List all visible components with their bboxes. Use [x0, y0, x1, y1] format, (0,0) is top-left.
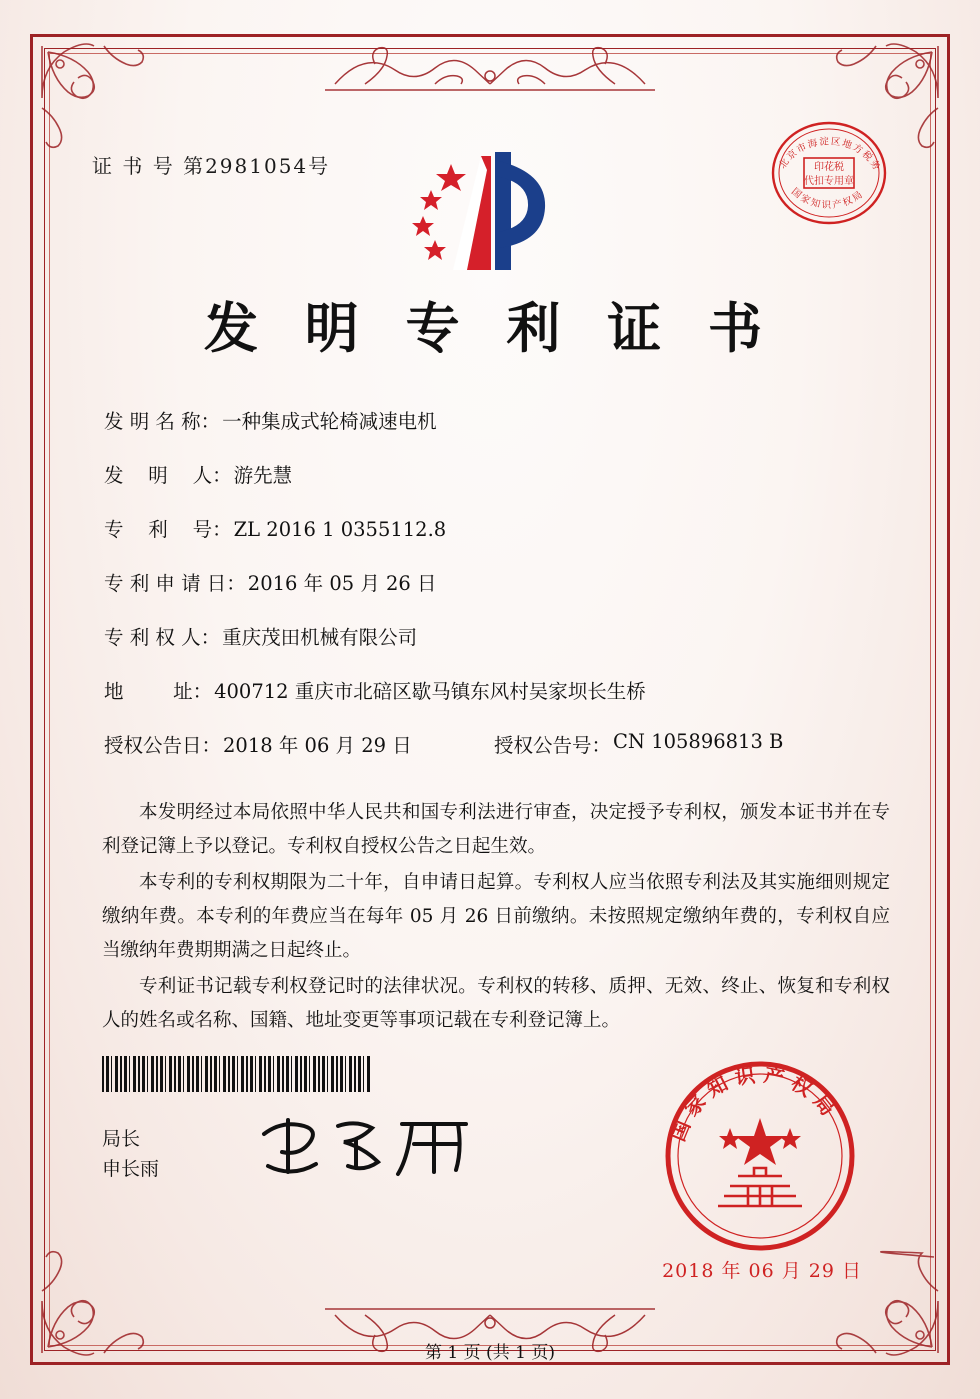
director-block [102, 1124, 159, 1184]
field-address [104, 676, 898, 704]
field-patentee [104, 622, 898, 650]
grant-number-value: CN 105896813 B [613, 730, 784, 753]
svg-text:印花税: 印花税 [814, 162, 844, 173]
field-value: ZL 2016 1 0355112.8 [233, 518, 447, 541]
grant-number-label: 授权公告号： [494, 734, 612, 757]
field-invention-name [104, 406, 898, 434]
field-label: 地 址： [104, 680, 213, 703]
legal-paragraph: 专利证书记载专利权登记时的法律状况。专利权的转移、质押、无效、终止、恢复和专利权人的姓名或名称、国籍、地址变更等事项记载在专利登记簿上。 [102, 976, 890, 1031]
field-grant-row [104, 730, 898, 758]
field-label: 发 明 名 称： [104, 410, 221, 433]
director-name: 申长雨 [102, 1158, 160, 1180]
grant-number-group [494, 730, 783, 758]
svg-text:国家知识产权局: 国家知识产权局 [789, 186, 867, 212]
field-label: 专 利 号： [104, 518, 232, 541]
legal-text [102, 796, 890, 1040]
legal-paragraph: 本发明经过本局依照中华人民共和国专利法进行审查，决定授予专利权，颁发本证书并在专利登记簿上予以登记。专利权自授权公告之日起生效。 [102, 802, 890, 857]
barcode [102, 1056, 372, 1092]
certificate-number: 证 书 号 第2981054号 [92, 154, 331, 178]
field-label: 发 明 人： [104, 464, 232, 487]
handwritten-signature-icon [252, 1106, 482, 1186]
top-ornament-icon [325, 40, 655, 96]
field-value: 400712 重庆市北碚区歇马镇东风村吴家坝长生桥 [214, 680, 646, 703]
grant-date-label: 授权公告日： [104, 734, 222, 757]
cnipa-logo-icon [395, 146, 585, 276]
grant-date-value: 2018 年 06 月 29 日 [223, 734, 412, 757]
field-inventor [104, 460, 898, 488]
tax-stamp-icon [764, 108, 894, 238]
field-patent-number [104, 514, 898, 542]
field-value: 重庆茂田机械有限公司 [222, 626, 418, 649]
svg-text:代扣专用章: 代扣专用章 [804, 176, 854, 187]
svg-text:北京市海淀区地方税务局: 北京市海淀区地方税务 [777, 136, 883, 174]
legal-paragraph: 本专利的专利权期限为二十年，自申请日起算。专利权人应当依照专利法及其实施细则规定缴纳年费。本专利的年费应当在每年 05 月 26 日前缴纳。未按照规定缴纳年费的，专利权自应当缴纳年费期期满之日起终止。 [102, 872, 890, 961]
field-list [104, 406, 898, 784]
certificate-content [72, 96, 908, 1363]
page-title: 发 明 专 利 证 书 [204, 296, 776, 360]
official-seal-icon [660, 1056, 860, 1256]
field-label: 专 利 申 请 日： [104, 572, 246, 595]
field-value: 游先慧 [233, 464, 293, 487]
field-label: 专 利 权 人： [104, 626, 221, 649]
field-value: 一种集成式轮椅减速电机 [222, 410, 437, 433]
page-footer: 第 1 页 (共 1 页) [425, 1343, 555, 1363]
svg-text:国家知识产权局: 国家知识产权局 [665, 1062, 845, 1145]
director-title: 局长 [102, 1128, 141, 1150]
field-value: 2016 年 05 月 26 日 [247, 572, 437, 595]
field-application-date [104, 568, 898, 596]
seal-date: 2018 年 06 月 29 日 [662, 1260, 862, 1282]
